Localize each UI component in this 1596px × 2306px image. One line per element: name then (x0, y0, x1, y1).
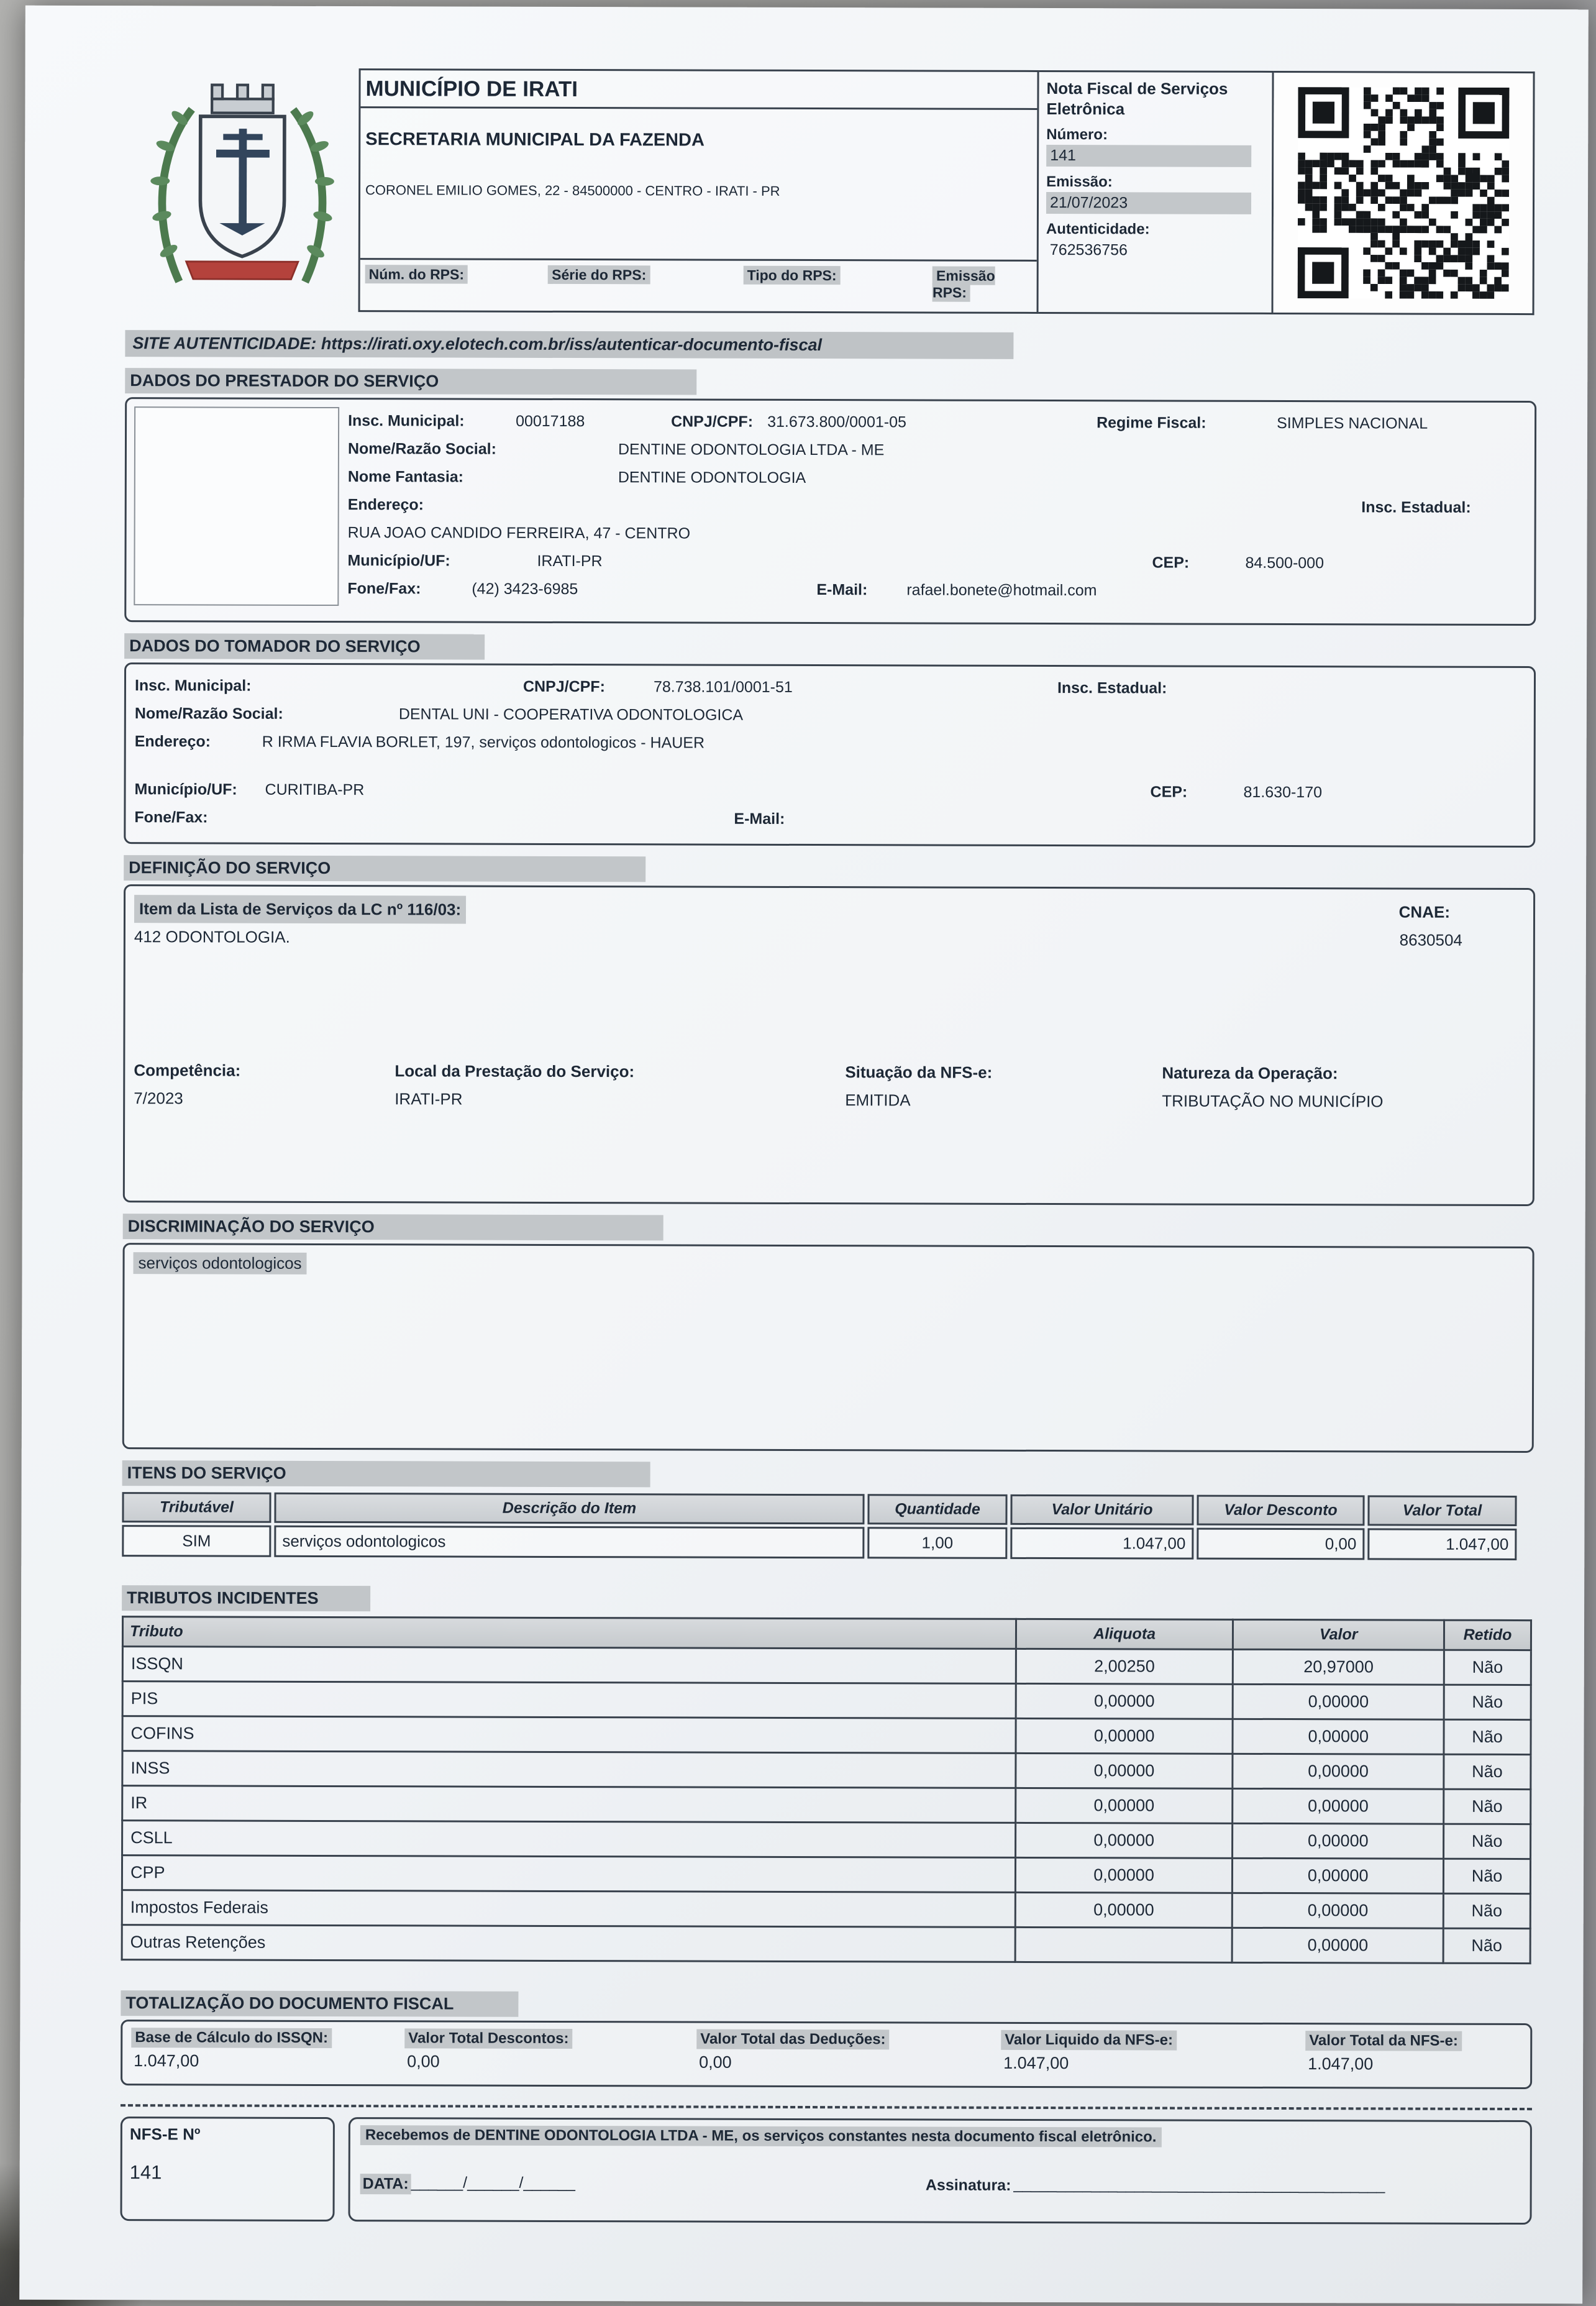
receipt-text: Recebemos de DENTINE ODONTOLOGIA LTDA - ME, os serviços constantes nesta documento fiscal eletrônico. (360, 2125, 1162, 2147)
coat-of-arms-cell (125, 68, 359, 312)
tributo-retido: Não (1443, 1928, 1530, 1963)
prestador-row-7 (347, 575, 1526, 606)
tributo-aliquota: 0,00000 (1015, 1892, 1233, 1928)
tributo-name: Impostos Federais (122, 1890, 1015, 1928)
column-header-retido: Retido (1444, 1620, 1531, 1650)
nome-fantasia-value: DENTINE ODONTOLOGIA (618, 469, 806, 487)
column-header-quantidade: Quantidade (867, 1494, 1007, 1525)
tomador-row-4 (134, 776, 1525, 807)
local-prestacao-value: IRATI-PR (394, 1089, 463, 1109)
cnpj-value: 78.738.101/0001-51 (653, 678, 793, 696)
prestador-row-2 (348, 435, 1527, 466)
discriminacao-box (122, 1243, 1534, 1453)
municipio-uf-label: Município/UF: (134, 780, 237, 798)
section-title-tributos: TRIBUTOS INCIDENTES (122, 1585, 370, 1611)
tributo-aliquota: 2,00250 (1016, 1649, 1233, 1684)
total-label: Valor Total das Deduções: (696, 2029, 889, 2050)
section-title-tomador: DADOS DO TOMADOR DO SERVIÇO (124, 633, 485, 660)
tributo-valor: 0,00000 (1233, 1754, 1444, 1789)
itens-table (119, 1489, 1520, 1563)
tributo-name: CSLL (122, 1821, 1016, 1858)
column-header-tributo: Tributo (122, 1617, 1016, 1649)
rps-tipo-label-cell (743, 267, 933, 312)
section-tributos (121, 1585, 1534, 1964)
tributos-header-row (122, 1617, 1531, 1650)
nfse-autenticidade-label: Autenticidade: (1046, 221, 1150, 238)
fone-fax-label: Fone/Fax: (347, 580, 421, 598)
email-label: E-Mail: (734, 810, 785, 828)
signature-label: Assinatura: (925, 2176, 1011, 2194)
municipality-name: MUNICÍPIO DE IRATI (360, 70, 1037, 110)
signature-blank-line: ___________________________________________ (1013, 2175, 1385, 2194)
email-value: rafael.bonete@hotmail.com (906, 581, 1097, 600)
tributo-aliquota: 0,00000 (1015, 1823, 1233, 1858)
nfse-autenticidade-value: 762536756 (1049, 241, 1128, 259)
tributo-valor: 0,00000 (1233, 1684, 1444, 1719)
tributo-retido: Não (1443, 1859, 1530, 1893)
total-liquido (1001, 2030, 1305, 2080)
invoice-content (121, 68, 1538, 2225)
cep-value: 84.500-000 (1245, 554, 1325, 572)
nome-fantasia-label: Nome Fantasia: (347, 468, 464, 486)
tributo-row-issqn (122, 1647, 1531, 1685)
total-value: 0,00 (407, 2052, 440, 2071)
tributo-valor: 0,00000 (1233, 1719, 1444, 1754)
rps-serie-label-cell (548, 267, 744, 311)
cnpj-label: CNPJ/CPF: (671, 413, 754, 431)
column-header-descricao: Descrição do Item (274, 1493, 864, 1524)
total-value: 1.047,00 (1003, 2053, 1069, 2073)
tributo-name: PIS (122, 1681, 1016, 1719)
rps-tipo-label: Tipo do RPS: (744, 266, 841, 285)
endereco-label: Endereço: (347, 496, 424, 514)
rps-row (360, 258, 1037, 312)
nfse-numero-label: Número: (1046, 126, 1108, 144)
insc-municipal-label: Insc. Municipal: (134, 677, 252, 695)
tributo-retido: Não (1444, 1824, 1531, 1859)
definicao-row-2 (134, 923, 1525, 954)
definicao-box (123, 884, 1535, 1206)
itens-data-row (122, 1525, 1516, 1560)
column-header-tributavel: Tributável (122, 1492, 271, 1523)
cell-valor-unitario: 1.047,00 (1010, 1527, 1193, 1560)
cell-valor-total: 1.047,00 (1367, 1528, 1516, 1560)
section-prestador (124, 368, 1536, 626)
tributo-row-outras-retencoes (122, 1925, 1530, 1964)
section-totalizacao (121, 1990, 1532, 2089)
nfse-number-box (121, 2116, 335, 2221)
cep-value: 81.630-170 (1243, 783, 1323, 802)
insc-municipal-label: Insc. Municipal: (348, 412, 465, 430)
tributo-name: IR (122, 1786, 1016, 1823)
section-title-itens: ITENS DO SERVIÇO (122, 1460, 650, 1487)
tributo-row-pis (122, 1681, 1531, 1720)
municipio-uf-label: Município/UF: (347, 552, 450, 570)
insc-municipal-value: 00017188 (516, 412, 585, 431)
section-itens (122, 1460, 1533, 1563)
competencia-label: Competência: (134, 1061, 241, 1080)
provider-photo-placeholder (134, 406, 339, 606)
tributo-valor: 0,00000 (1233, 1893, 1444, 1928)
qr-code-cell (1274, 71, 1535, 315)
tributo-valor: 0,00000 (1233, 1928, 1444, 1963)
item-lista-value: 412 ODONTOLOGIA. (134, 927, 290, 946)
cell-tributavel: SIM (122, 1525, 271, 1557)
column-header-valor-total: Valor Total (1367, 1495, 1516, 1526)
insc-estadual-label: Insc. Estadual: (1057, 679, 1167, 697)
total-label: Valor Total da NFS-e: (1305, 2031, 1462, 2051)
nfse-title: Nota Fiscal de Serviços Eletrônica (1046, 79, 1228, 119)
natureza-operacao-label: Natureza da Operação: (1162, 1063, 1338, 1083)
qr-code (1297, 87, 1509, 299)
cnpj-value: 31.673.800/0001-05 (767, 413, 906, 431)
tributo-row-impostos-federais (122, 1890, 1530, 1929)
tributo-row-inss (122, 1751, 1531, 1790)
razao-social-label: Nome/Razão Social: (134, 705, 283, 723)
nfse-info-box (1039, 70, 1274, 314)
tributo-name: COFINS (122, 1716, 1016, 1754)
tributo-row-ir (122, 1786, 1531, 1824)
cep-label: CEP: (1152, 554, 1190, 572)
definicao-row-1 (134, 895, 1525, 927)
prestador-row-3 (348, 463, 1527, 494)
endereco-value: R IRMA FLAVIA BORLET, 197, serviços odontologicos - HAUER (262, 733, 705, 752)
tributo-retido: Não (1444, 1719, 1531, 1754)
total-deducoes (696, 2029, 1001, 2080)
section-title-definicao: DEFINIÇÃO DO SERVIÇO (124, 855, 645, 882)
date-label: DATA: (360, 2174, 411, 2194)
tributo-row-cpp (122, 1855, 1530, 1894)
tear-off-dashed-line (121, 2104, 1532, 2110)
tomador-row-1 (135, 672, 1525, 703)
prestador-row-5 (348, 519, 1527, 550)
department-address: CORONEL EMILIO GOMES, 22 - 84500000 - CENTRO - IRATI - PR (365, 182, 780, 199)
tributo-aliquota: 0,00000 (1016, 1753, 1233, 1788)
column-header-valor-desconto: Valor Desconto (1197, 1495, 1364, 1526)
tributo-name: CPP (122, 1855, 1015, 1893)
definicao-row-3 (134, 1056, 1524, 1088)
tributo-valor: 20,97000 (1233, 1649, 1444, 1685)
nfse-emissao-label: Emissão: (1046, 173, 1113, 191)
tributo-aliquota: 0,00000 (1016, 1718, 1233, 1754)
column-header-valor-unitario: Valor Unitário (1010, 1494, 1193, 1526)
total-label: Base de Cálculo do ISSQN: (131, 2028, 332, 2048)
section-tomador (124, 633, 1536, 848)
total-value: 0,00 (699, 2052, 732, 2072)
receipt-box (349, 2117, 1532, 2225)
situacao-nfse-value: EMITIDA (845, 1091, 911, 1110)
tributo-aliquota: 0,00000 (1015, 1857, 1233, 1893)
column-header-valor: Valor (1233, 1619, 1444, 1650)
tributo-name: ISSQN (122, 1647, 1016, 1684)
itens-header-row (122, 1492, 1516, 1526)
tributo-name: INSS (122, 1751, 1016, 1788)
discriminacao-text: serviços odontologicos (133, 1252, 306, 1274)
total-label: Valor Total Descontos: (404, 2028, 572, 2049)
date-blank-line: ______/______/______ (411, 2174, 575, 2192)
tributo-aliquota: 0,00000 (1016, 1683, 1233, 1719)
tributo-retido: Não (1443, 1893, 1530, 1928)
total-base-calculo (131, 2028, 404, 2078)
definicao-row-4 (134, 1084, 1524, 1116)
local-prestacao-label: Local da Prestação do Serviço: (394, 1061, 635, 1081)
nfse-number-label: NFS-E Nº (129, 2125, 201, 2144)
prestador-row-4 (348, 491, 1527, 522)
fone-fax-value: (42) 3423-6985 (472, 580, 578, 598)
column-header-aliquota: Aliquota (1016, 1619, 1233, 1649)
prestador-row-6 (347, 547, 1526, 578)
total-nfse (1305, 2031, 1462, 2081)
rps-emissao-label: Emissão RPS: (933, 267, 995, 302)
natureza-operacao-value: TRIBUTAÇÃO NO MUNICÍPIO (1162, 1091, 1384, 1111)
nfse-numero-value: 141 (1046, 145, 1251, 167)
section-definicao (123, 855, 1535, 1206)
rps-emissao-label-cell (933, 268, 1037, 312)
section-title-prestador: DADOS DO PRESTADOR DO SERVIÇO (125, 368, 696, 395)
issuer-header-box (358, 68, 1039, 314)
item-lista-label: Item da Lista de Serviços da LC nº 116/03: (134, 895, 466, 923)
prestador-box (124, 397, 1536, 626)
tributo-retido: Não (1444, 1685, 1531, 1719)
municipio-uf-value: CURITIBA-PR (265, 780, 365, 799)
tributo-retido: Não (1444, 1754, 1531, 1789)
tomador-row-5 (134, 803, 1525, 835)
total-value: 1.047,00 (134, 2051, 199, 2070)
rps-serie-label: Série do RPS: (548, 265, 650, 284)
tributo-valor: 0,00000 (1233, 1823, 1444, 1859)
tomador-row-2 (135, 700, 1525, 731)
tributo-retido: Não (1444, 1789, 1531, 1824)
razao-social-label: Nome/Razão Social: (347, 440, 496, 458)
total-label: Valor Liquido da NFS-e: (1001, 2030, 1177, 2051)
section-title-totalizacao: TOTALIZAÇÃO DO DOCUMENTO FISCAL (121, 1990, 518, 2017)
municipality-coat-of-arms-icon (145, 76, 339, 304)
scanned-invoice-page (19, 6, 1589, 2304)
regime-fiscal-label: Regime Fiscal: (1097, 414, 1206, 432)
tributo-name: Outras Retenções (122, 1925, 1015, 1962)
tributo-valor: 0,00000 (1233, 1788, 1444, 1824)
cell-descricao: serviços odontologicos (274, 1526, 864, 1558)
insc-estadual-label: Insc. Estadual: (1361, 498, 1471, 516)
tributo-aliquota: 0,00000 (1015, 1788, 1233, 1823)
regime-fiscal-value: SIMPLES NACIONAL (1277, 414, 1428, 432)
endereco-value: RUA JOAO CANDIDO FERREIRA, 47 - CENTRO (347, 524, 691, 542)
rps-num-label: Núm. do RPS: (365, 265, 468, 283)
prestador-fields (347, 407, 1527, 616)
situacao-nfse-label: Situação da NFS-e: (845, 1063, 993, 1082)
cnpj-label: CNPJ/CPF: (522, 677, 605, 696)
department-name: SECRETARIA MUNICIPAL DA FAZENDA (365, 129, 705, 150)
fone-fax-label: Fone/Fax: (134, 808, 208, 826)
razao-social-value: DENTAL UNI - COOPERATIVA ODONTOLOGICA (398, 705, 744, 724)
department-block (360, 108, 1037, 260)
email-label: E-Mail: (816, 581, 868, 599)
tomador-row-3 (135, 728, 1525, 759)
total-value: 1.047,00 (1308, 2054, 1374, 2074)
totalizacao-box (121, 2020, 1532, 2089)
section-title-discriminacao: DISCRIMINAÇÃO DO SERVIÇO (123, 1214, 663, 1240)
cnae-value: 8630504 (1399, 930, 1462, 949)
tributo-retido: Não (1444, 1650, 1531, 1685)
razao-social-value: DENTINE ODONTOLOGIA LTDA - ME (618, 441, 885, 459)
tributos-table (121, 1616, 1532, 1964)
competencia-value: 7/2023 (134, 1089, 183, 1108)
authenticity-site-bar: SITE AUTENTICIDADE: https://irati.oxy.elotech.com.br/iss/autenticar-documento-fiscal (125, 330, 1013, 359)
tributo-valor: 0,00000 (1233, 1858, 1444, 1893)
rps-num-label-cell (365, 266, 549, 311)
tributo-aliquota (1015, 1927, 1233, 1962)
invoice-header (125, 68, 1538, 315)
nfse-emissao-value: 21/07/2023 (1046, 192, 1251, 214)
cell-quantidade: 1,00 (867, 1527, 1007, 1559)
cnae-label: CNAE: (1398, 902, 1451, 922)
prestador-row-1 (348, 407, 1527, 438)
tomador-box (124, 662, 1536, 848)
section-discriminacao (122, 1214, 1534, 1453)
municipio-uf-value: IRATI-PR (537, 552, 603, 570)
total-descontos (404, 2028, 696, 2079)
tributo-row-csll (122, 1821, 1531, 1859)
tributo-row-cofins (122, 1716, 1531, 1755)
cep-label: CEP: (1150, 783, 1188, 801)
signature-row (360, 2174, 1520, 2197)
cell-valor-desconto: 0,00 (1197, 1528, 1364, 1560)
receipt-footer (121, 2116, 1532, 2225)
endereco-label: Endereço: (134, 733, 211, 751)
nfse-number-value: 141 (129, 2161, 162, 2184)
